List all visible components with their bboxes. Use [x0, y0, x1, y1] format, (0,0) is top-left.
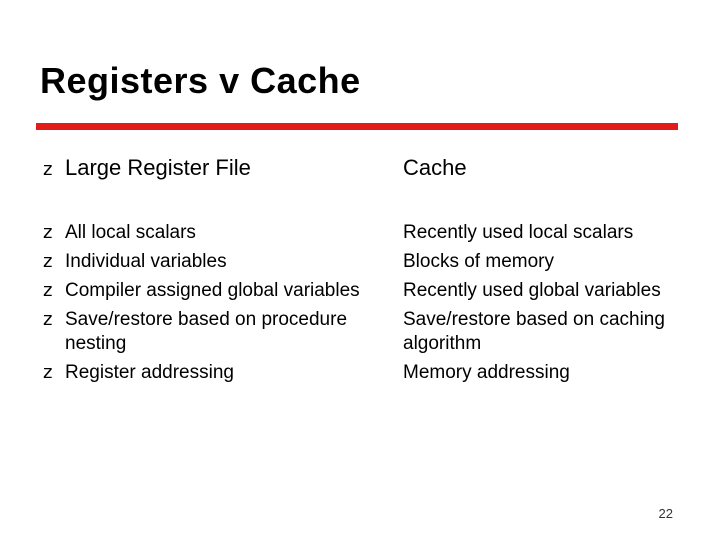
left-column-list	[43, 221, 385, 390]
right-column-heading	[403, 155, 467, 181]
list-item	[403, 308, 703, 356]
right-column-list	[403, 221, 703, 390]
list-item-text: All local scalars	[65, 222, 196, 243]
title-underline	[36, 123, 678, 130]
list-item	[403, 250, 703, 274]
left-heading-text: Large Register File	[65, 155, 251, 180]
list-item	[43, 221, 385, 245]
list-item	[43, 250, 385, 274]
list-item-text: Individual variables	[65, 251, 227, 272]
list-item-text: Recently used local scalars	[403, 222, 634, 243]
list-item	[403, 279, 703, 303]
z-bullet-icon: z	[43, 251, 53, 272]
z-bullet-icon: z	[43, 309, 53, 330]
page-number: 22	[658, 506, 673, 521]
list-item-text: Save/restore based on procedure nesting	[65, 309, 348, 354]
list-item-text: Recently used global variables	[403, 280, 661, 301]
list-item	[43, 308, 385, 356]
list-item-text: Save/restore based on caching algorithm	[403, 309, 665, 354]
list-item	[403, 221, 703, 245]
list-item-text: Blocks of memory	[403, 251, 554, 272]
list-item	[403, 361, 703, 385]
list-item-text: Compiler assigned global variables	[65, 280, 360, 301]
left-column-heading	[43, 155, 251, 183]
list-item-text: Register addressing	[65, 362, 234, 383]
slide-title: Registers v Cache	[40, 60, 361, 101]
z-bullet-icon: z	[43, 362, 53, 383]
z-bullet-icon: z	[43, 280, 53, 301]
list-item-text: Memory addressing	[403, 362, 570, 383]
list-item	[43, 279, 385, 303]
z-bullet-icon: z	[43, 222, 53, 243]
right-heading-text: Cache	[403, 155, 467, 180]
z-bullet-icon: z	[43, 159, 53, 180]
list-item	[43, 361, 385, 385]
